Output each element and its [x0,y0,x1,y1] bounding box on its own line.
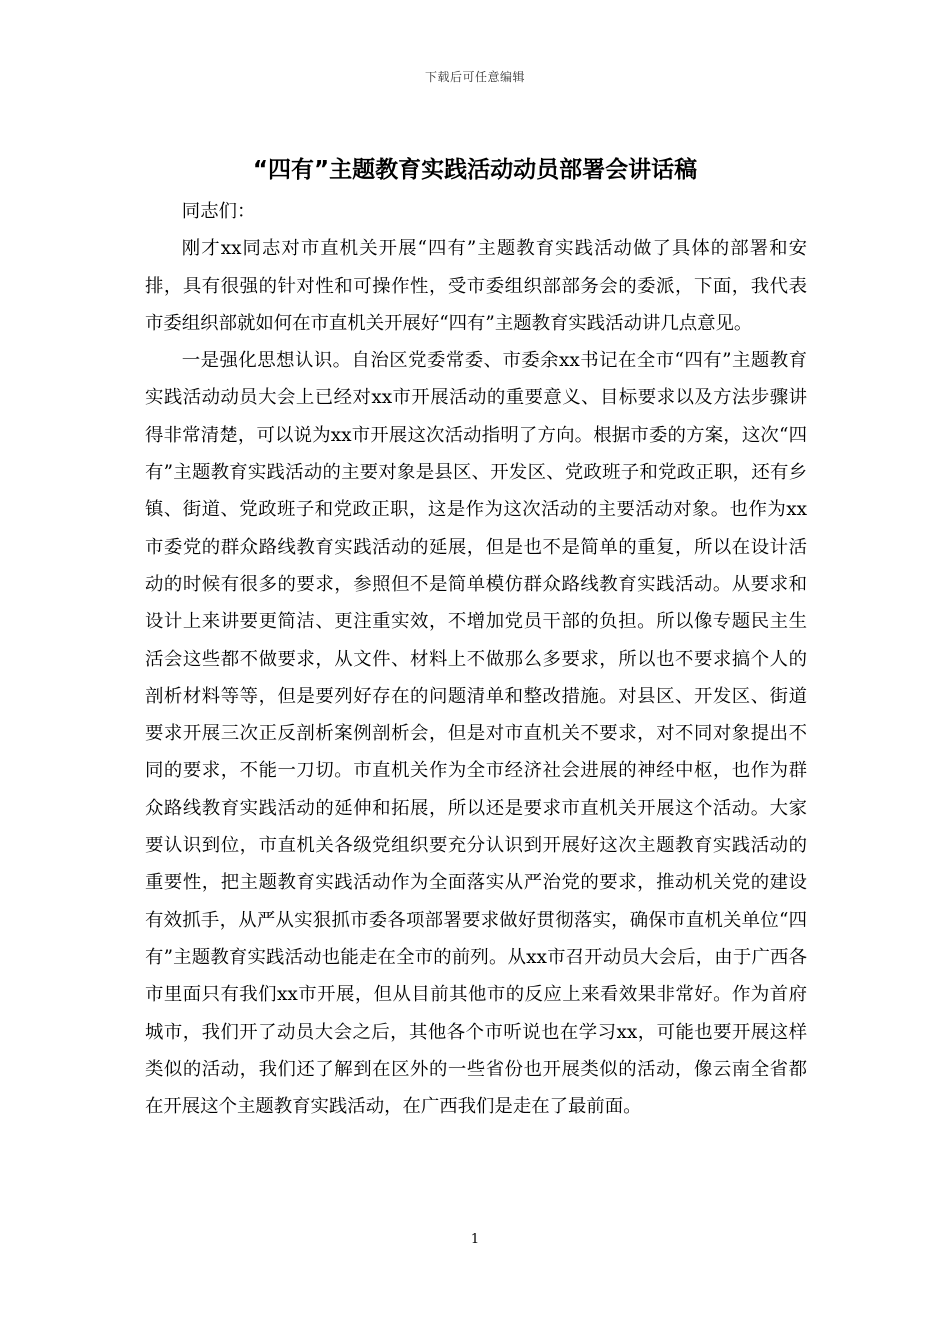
paragraph-point-one: 一是强化思想认识。自治区党委常委、市委余xx书记在全市“四有”主题教育实践活动动员大会上已经对xx市开展活动的重要意义、目标要求以及方法步骤讲得非常清楚，可以说为xx市开展这次活动指明了方向。根据市委的方案，这次“四有”主题教育实践活动的主要对象是县区、开发区、党政班子和党政正职，还有乡镇、街道、党政班子和党政正职，这是作为这次活动的主要活动对象。也作为xx市委党的群众路线教育实践活动的延展，但是也不是简单的重复，所以在设计活动的时候有很多的要求，参照但不是简单模仿群众路线教育实践活动。从要求和设计上来讲要更简洁、更注重实效，不增加党员干部的负担。所以像专题民主生活会这些都不做要求，从文件、材料上不做那么多要求，所以也不要求搞个人的剖析材料等等，但是要列好存在的问题清单和整改措施。对县区、开发区、街道要求开展三次正反剖析案例剖析会，但是对市直机关不要求，对不同对象提出不同的要求，不能一刀切。市直机关作为全市经济社会进展的神经中枢，也作为群众路线教育实践活动的延伸和拓展，所以还是要求市直机关开展这个活动。大家要认识到位，市直机关各级党组织要充分认识到开展好这次主题教育实践活动的重要性，把主题教育实践活动作为全面落实从严治党的要求，推动机关党的建设有效抓手，从严从实狠抓市委各项部署要求做好贯彻落实，确保市直机关单位“四有”主题教育实践活动也能走在全市的前列。从xx市召开动员大会后，由于广西各市里面只有我们xx市开展，但从目前其他市的反应上来看效果非常好。作为首府城市，我们开了动员大会之后，其他各个市听说也在学习xx，可能也要开展这样类似的活动，我们还了解到在区外的一些省份也开展类似的活动，像云南全省都在开展这个主题教育实践活动，在广西我们是走在了最前面。 [145,350,807,1118]
page-number: 1 [470,1232,480,1247]
document-title: “四有”主题教育实践活动动员部署会讲话稿 [252,157,698,183]
page-header-note: 下载后可任意编辑 [424,70,525,84]
document-body [145,193,807,1125]
salutation: 同志们： [181,201,256,222]
paragraph-intro: 刚才xx同志对市直机关开展“四有”主题教育实践活动做了具体的部署和安排，具有很强的针对性和可操作性，受市委组织部部务会的委派，下面，我代表市委组织部就如何在市直机关开展好“四有”主题教育实践活动讲几点意见。 [145,238,807,334]
